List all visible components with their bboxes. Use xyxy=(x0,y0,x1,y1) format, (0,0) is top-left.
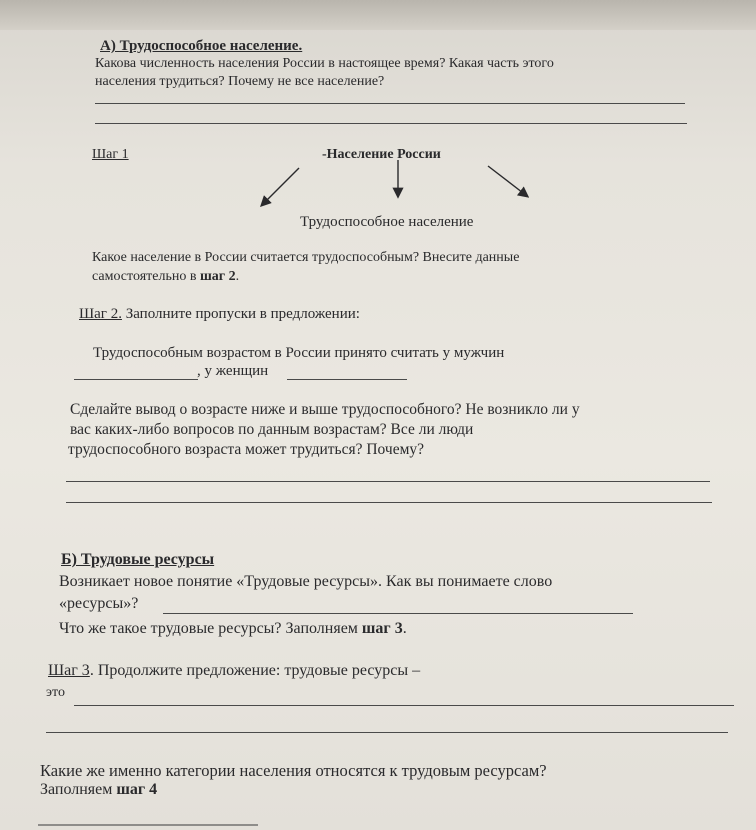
step2-sentence-line1: Трудоспособным возрастом в России принято считать у мужчин xyxy=(93,345,505,361)
answer-line xyxy=(66,481,710,482)
section-b-line3: Что же такое трудовые ресурсы? Заполняем шаг 3. xyxy=(59,620,407,637)
answer-line xyxy=(46,732,728,733)
cut-off-text-fragment xyxy=(0,815,756,830)
section-b-line1: Возникает новое понятие «Трудовые ресурсы». Как вы понимаете слово xyxy=(59,573,553,590)
step2-sentence-line2: , у женщин xyxy=(197,363,269,379)
section-a-question-line2: населения трудиться? Почему не все население? xyxy=(95,74,385,89)
conclusion-line3: трудоспособного возраста может трудиться? Почему? xyxy=(68,441,425,458)
step2-title: Шаг 2. Заполните пропуски в предложении: xyxy=(79,306,360,322)
conclusion-line1: Сделайте вывод о возрасте ниже и выше трудоспособного? Не возникло ли у xyxy=(70,401,580,418)
diagram-center-label: -Население России xyxy=(322,147,441,162)
blank-women-age xyxy=(287,379,407,380)
final-question-line2: Заполняем шаг 4 xyxy=(40,781,158,798)
step1-label: Шаг 1 xyxy=(92,147,129,162)
final-question-line1: Какие же именно категории населения относятся к трудовым ресурсам? xyxy=(40,761,547,780)
conclusion-line2: вас каких-либо вопросов по данным возрастам? Все ли люди xyxy=(70,421,474,438)
blank-men-age xyxy=(74,379,198,380)
step3-title: Шаг 3. Продолжите предложение: трудовые ресурсы – xyxy=(48,662,421,679)
answer-line xyxy=(163,613,633,614)
diagram-bottom-label: Трудоспособное население xyxy=(300,214,474,230)
step1-instruction-line1: Какое население в России считается трудоспособным? Внесите данные xyxy=(92,250,520,265)
answer-line xyxy=(74,705,734,706)
section-b-line2: «ресурсы»? xyxy=(59,595,139,612)
step1-instruction-line2: самостоятельно в шаг 2. xyxy=(92,269,240,284)
section-a-title: А) Трудоспособное население. xyxy=(100,38,303,54)
arrow-right-icon xyxy=(488,166,527,196)
section-a-question-line1: Какова численность населения России в настоящее время? Какая часть этого xyxy=(95,56,554,71)
section-b-title: Б) Трудовые ресурсы xyxy=(61,551,215,568)
arrow-left-icon xyxy=(262,168,299,205)
answer-line xyxy=(66,502,712,503)
step3-line2: это xyxy=(46,685,65,700)
